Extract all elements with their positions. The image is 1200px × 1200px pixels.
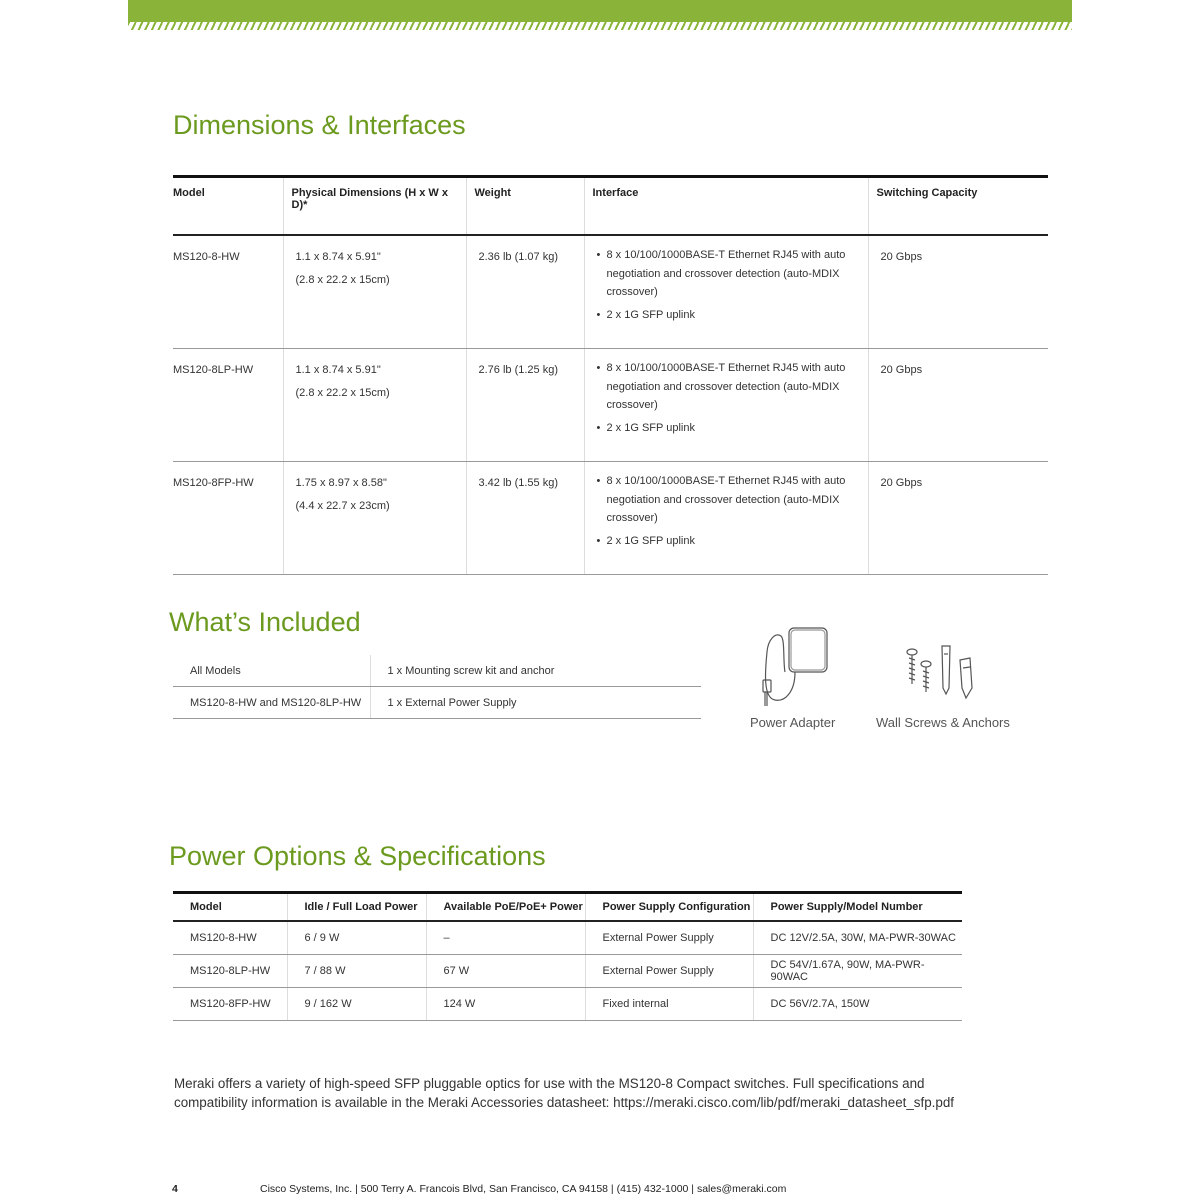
supply-cell: DC 54V/1.67A, 90W, MA-PWR-90WAC <box>753 955 962 988</box>
interface-cell <box>584 235 868 349</box>
dimensions-cell <box>283 349 466 462</box>
power-cell: 6 / 9 W <box>287 921 426 955</box>
header-supply-configuration: Power Supply Configuration <box>585 893 753 922</box>
header-switching-capacity: Switching Capacity <box>868 177 1048 236</box>
table-row <box>173 349 1048 462</box>
capacity-cell: 20 Gbps <box>868 235 1048 349</box>
dimensions-inches: 1.75 x 8.97 x 8.58" <box>295 477 387 489</box>
dimensions-title: Dimensions & Interfaces <box>173 110 466 140</box>
included-title: What’s Included <box>169 607 361 637</box>
sfp-note <box>174 1074 1004 1112</box>
header-weight: Weight <box>466 177 584 236</box>
top-hatch-stripe <box>128 22 1072 30</box>
table-row <box>173 988 962 1021</box>
interface-ethernet: • 8 x 10/100/1000BASE-T Ethernet RJ45 with auto negotiation and crossover detection (auto-MDIX crossover) <box>607 472 856 528</box>
table-row <box>173 655 701 687</box>
interface-cell <box>584 462 868 575</box>
config-cell: External Power Supply <box>585 955 753 988</box>
poe-cell: – <box>426 921 585 955</box>
interface-ethernet: • 8 x 10/100/1000BASE-T Ethernet RJ45 with auto negotiation and crossover detection (auto-MDIX crossover) <box>607 359 856 415</box>
included-table <box>173 655 701 719</box>
sfp-note-line-1: Meraki offers a variety of high-speed SFP pluggable optics for use with the MS120-8 Compact switches. Full specifications and <box>174 1076 925 1091</box>
table-row <box>173 687 701 719</box>
dimensions-header-row <box>173 177 1048 236</box>
header-model: Model <box>173 893 287 922</box>
model-cell: MS120-8-HW <box>173 235 283 349</box>
sfp-note-line-2: compatibility information is available in the Meraki Accessories datasheet: https://meraki.cisco.com/lib/pdf/meraki_datasheet_sfp.pdf <box>174 1095 955 1110</box>
dimensions-cm: (4.4 x 22.7 x 23cm) <box>295 500 390 512</box>
poe-cell: 124 W <box>426 988 585 1021</box>
power-table <box>173 891 962 1021</box>
table-row <box>173 462 1048 575</box>
supply-cell: DC 12V/2.5A, 30W, MA-PWR-30WAC <box>753 921 962 955</box>
table-row <box>173 921 962 955</box>
wall-screws-label: Wall Screws & Anchors <box>876 715 1010 730</box>
power-adapter-icon <box>755 622 835 710</box>
dimensions-table <box>173 175 1048 575</box>
interface-ethernet: • 8 x 10/100/1000BASE-T Ethernet RJ45 with auto negotiation and crossover detection (auto-MDIX crossover) <box>607 246 856 302</box>
capacity-cell: 20 Gbps <box>868 349 1048 462</box>
config-cell: External Power Supply <box>585 921 753 955</box>
table-row <box>173 955 962 988</box>
poe-cell: 67 W <box>426 955 585 988</box>
page-number: 4 <box>172 1183 178 1195</box>
header-idle-full-load: Idle / Full Load Power <box>287 893 426 922</box>
header-interface: Interface <box>584 177 868 236</box>
supply-cell: DC 56V/2.7A, 150W <box>753 988 962 1021</box>
header-available-poe: Available PoE/PoE+ Power <box>426 893 585 922</box>
model-cell: MS120-8FP-HW <box>173 988 287 1021</box>
dimensions-inches: 1.1 x 8.74 x 5.91" <box>295 364 381 376</box>
included-models: All Models <box>173 655 370 687</box>
interface-sfp: • 2 x 1G SFP uplink <box>607 419 856 438</box>
model-cell: MS120-8LP-HW <box>173 349 283 462</box>
power-cell: 9 / 162 W <box>287 988 426 1021</box>
dimensions-cm: (2.8 x 22.2 x 15cm) <box>295 387 390 399</box>
header-physical-dimensions: Physical Dimensions (H x W x D)* <box>283 177 466 236</box>
table-row <box>173 235 1048 349</box>
included-models: MS120-8-HW and MS120-8LP-HW <box>173 687 370 719</box>
interface-cell <box>584 349 868 462</box>
power-title: Power Options & Specifications <box>169 841 546 871</box>
included-item: 1 x Mounting screw kit and anchor <box>370 655 701 687</box>
model-cell: MS120-8-HW <box>173 921 287 955</box>
model-cell: MS120-8LP-HW <box>173 955 287 988</box>
interface-sfp: • 2 x 1G SFP uplink <box>607 532 856 551</box>
weight-cell: 2.76 lb (1.25 kg) <box>466 349 584 462</box>
header-supply-model-number: Power Supply/Model Number <box>753 893 962 922</box>
dimensions-cell <box>283 235 466 349</box>
dimensions-cm: (2.8 x 22.2 x 15cm) <box>295 274 390 286</box>
model-cell: MS120-8FP-HW <box>173 462 283 575</box>
power-header-row <box>173 893 962 922</box>
capacity-cell: 20 Gbps <box>868 462 1048 575</box>
included-item: 1 x External Power Supply <box>370 687 701 719</box>
dimensions-inches: 1.1 x 8.74 x 5.91" <box>295 251 381 263</box>
power-cell: 7 / 88 W <box>287 955 426 988</box>
top-accent-bar <box>128 0 1072 22</box>
weight-cell: 2.36 lb (1.07 kg) <box>466 235 584 349</box>
dimensions-cell <box>283 462 466 575</box>
header-model: Model <box>173 177 283 236</box>
interface-sfp: • 2 x 1G SFP uplink <box>607 306 856 325</box>
footer-company: Cisco Systems, Inc. | 500 Terry A. Francois Blvd, San Francisco, CA 94158 | (415) 432-1000 | sales@meraki.com <box>260 1183 787 1195</box>
config-cell: Fixed internal <box>585 988 753 1021</box>
weight-cell: 3.42 lb (1.55 kg) <box>466 462 584 575</box>
power-adapter-label: Power Adapter <box>750 715 836 730</box>
wall-screws-icon <box>902 644 982 700</box>
